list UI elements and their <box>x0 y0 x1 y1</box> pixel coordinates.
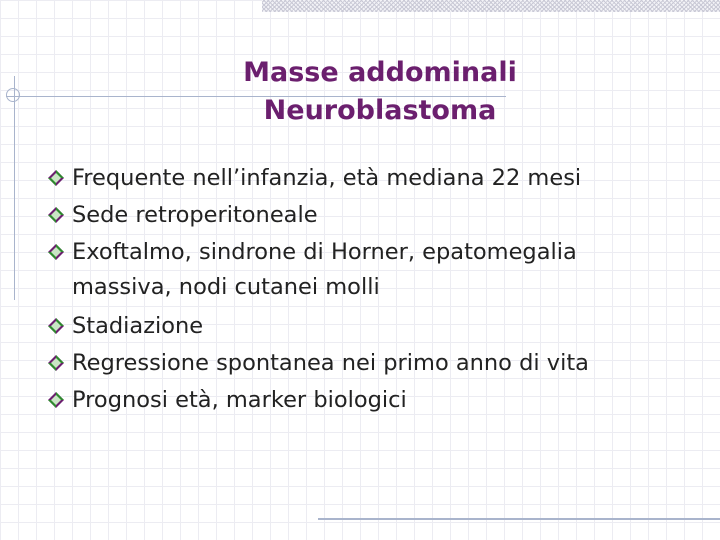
bullet-text: Regressione spontanea nei primo anno di vita <box>72 350 589 376</box>
bullet-text: Frequente nell’infanzia, età mediana 22 mesi <box>72 165 582 191</box>
bullet-text-continuation: massiva, nodi cutanei molli <box>72 274 380 300</box>
diamond-bullet-icon <box>47 243 65 261</box>
diamond-bullet-icon <box>47 391 65 409</box>
top-decorative-pattern <box>262 0 720 12</box>
title-line-1: Masse addominali <box>243 57 517 88</box>
bullet-text: Sede retroperitoneale <box>72 202 318 228</box>
bottom-divider-line <box>318 518 720 520</box>
diamond-bullet-icon <box>47 206 65 224</box>
bullet-item <box>46 308 706 345</box>
bullet-list <box>46 160 706 419</box>
bullet-item <box>46 345 706 382</box>
diamond-bullet-icon <box>47 354 65 372</box>
bullet-item <box>46 197 706 234</box>
slide-title <box>180 54 580 130</box>
diamond-bullet-icon <box>47 169 65 187</box>
title-line-2: Neuroblastoma <box>263 95 497 126</box>
bullet-item <box>46 234 706 305</box>
left-vertical-line <box>14 76 15 300</box>
bullet-text: Exoftalmo, sindrone di Horner, epatomegalia <box>72 239 577 265</box>
bullet-text: Prognosi età, marker biologici <box>72 387 407 413</box>
bullet-item <box>46 160 706 197</box>
diamond-bullet-icon <box>47 317 65 335</box>
bullet-text: Stadiazione <box>72 313 204 339</box>
corner-circle-ornament <box>6 88 20 102</box>
bullet-item <box>46 382 706 419</box>
